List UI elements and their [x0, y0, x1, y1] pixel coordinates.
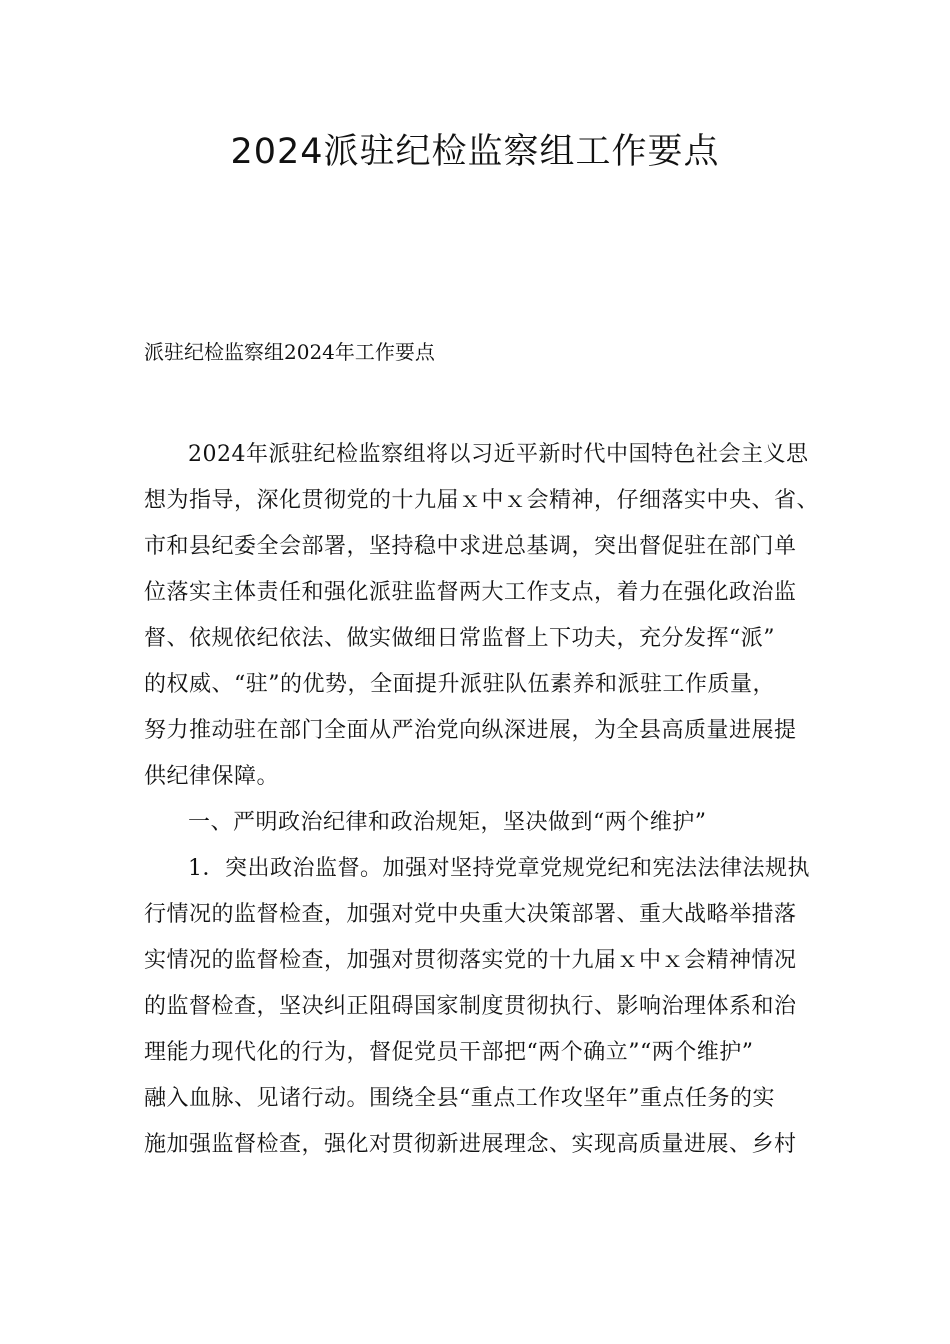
section-heading — [144, 800, 824, 846]
text-line: 行情况的监督检查，加强对党中央重大决策部署、重大战略举措落 — [144, 902, 797, 927]
text-line: 想为指导，深化贯彻党的十九届ｘ中ｘ会精神，仔细落实中央、省、 — [144, 488, 820, 513]
text-line: 施加强监督检查，强化对贯彻新进展理念、实现高质量进展、乡村 — [144, 1132, 797, 1157]
text-line: 督、依规依纪依法、做实做细日常监督上下功夫，充分发挥“派” — [144, 626, 775, 651]
text-line: 供纪律保障。 — [144, 764, 280, 789]
text-line: 融入血脉、见诸行动。围绕全县“重点工作攻坚年”重点任务的实 — [144, 1086, 775, 1111]
document-body — [144, 432, 824, 1168]
paragraph-item-1 — [144, 846, 824, 1168]
text-line: 1．突出政治监督。加强对坚持党章党规党纪和宪法法律法规执 — [188, 856, 810, 881]
text-line: 的监督检查，坚决纠正阻碍国家制度贯彻执行、影响治理体系和治 — [144, 994, 797, 1019]
text-line: 2024年派驻纪检监察组将以习近平新时代中国特色社会主义思 — [188, 442, 809, 467]
document-title: 2024派驻纪检监察组工作要点 — [230, 132, 720, 172]
text-line: 努力推动驻在部门全面从严治党向纵深进展，为全县高质量进展提 — [144, 718, 797, 743]
paragraph-intro — [144, 432, 824, 800]
text-line: 理能力现代化的行为，督促党员干部把“两个确立”“两个维护” — [144, 1040, 754, 1065]
text-line: 位落实主体责任和强化派驻监督两大工作支点，着力在强化政治监 — [144, 580, 797, 605]
text-line: 一、严明政治纪律和政治规矩，坚决做到“两个维护” — [188, 810, 707, 835]
text-line: 市和县纪委全会部署，坚持稳中求进总基调，突出督促驻在部门单 — [144, 534, 797, 559]
document-subtitle: 派驻纪检监察组2024年工作要点 — [144, 340, 435, 364]
text-line: 实情况的监督检查，加强对贯彻落实党的十九届ｘ中ｘ会精神情况 — [144, 948, 797, 973]
text-line: 的权威、“驻”的优势，全面提升派驻队伍素养和派驻工作质量， — [144, 672, 775, 697]
